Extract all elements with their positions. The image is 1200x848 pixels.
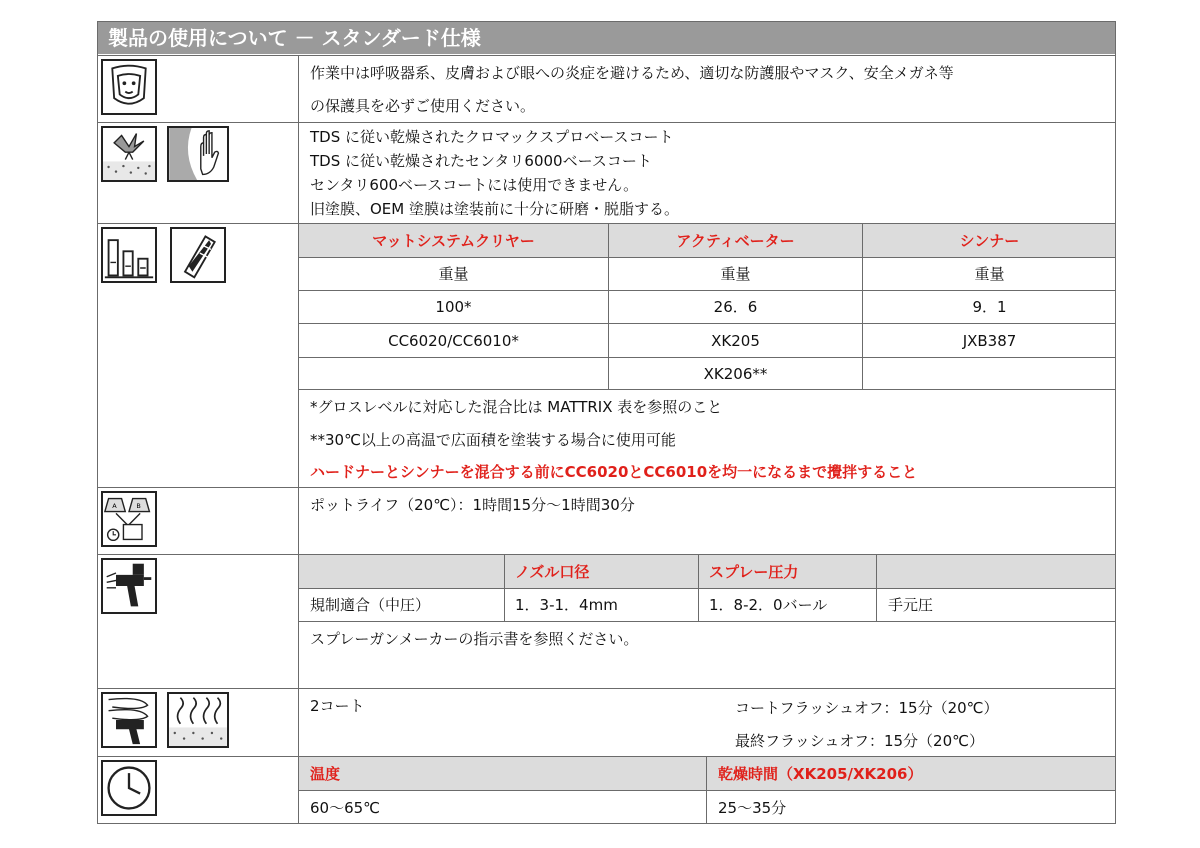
pot-life-text: ポットライフ（20℃）：1時間15分～1時間30分	[310, 496, 635, 514]
spray-gun-icon	[101, 558, 157, 614]
mixing-product: JXB387	[962, 332, 1017, 350]
measuring-cups-icon	[101, 227, 157, 283]
mixing-unit: 重量	[974, 265, 1005, 283]
mixing-warning: ハードナーとシンナーを混合する前にCC6020とCC6010を均一になるまで攪拌すること	[310, 463, 918, 481]
final-flash-off-text: 最終フラッシュオフ：15分（20℃）	[735, 732, 984, 750]
substrate-line: センタリ600ベースコートには使用できません。	[310, 176, 639, 194]
spray-cell: 手元圧	[888, 596, 934, 614]
drying-time-value: 25～35分	[718, 799, 787, 817]
mixing-stick-icon	[170, 227, 226, 283]
mixing-product: CC6020/CC6010*	[388, 332, 519, 350]
spray-col-header: ノズル口径	[515, 563, 590, 581]
safety-line-1: 作業中は呼吸器系、皮膚および眼への炎症を避けるため、適切な防護服やマスク、安全メガネ等	[310, 64, 954, 82]
flash-off-text: コートフラッシュオフ：15分（20℃）	[735, 699, 999, 717]
spray-cell: 規制適合（中圧）	[310, 596, 431, 614]
mixing-ratio: 100*	[435, 298, 472, 316]
drying-temp-value: 60～65℃	[310, 799, 381, 817]
mixing-ratio: 26．6	[713, 298, 758, 316]
flash-off-icon	[167, 692, 229, 748]
drying-time-label: 乾燥時間（XK205/XK206）	[718, 765, 923, 783]
pot-life-clock-icon	[101, 491, 157, 547]
spray-cell: 1．8-2．0バール	[709, 596, 828, 614]
mixing-unit: 重量	[720, 265, 751, 283]
safety-line-2: の保護具を必ずご使用ください。	[310, 97, 536, 115]
spray-header-band	[299, 555, 1115, 588]
mixing-product: XK205	[711, 332, 760, 350]
substrate-line: TDS に従い乾燥されたセンタリ6000ベースコート	[310, 152, 652, 170]
spray-col-header: スプレー圧力	[709, 563, 799, 581]
svg-text:A: A	[112, 501, 117, 510]
mixing-note: **30℃以上の高温で広面積を塗装する場合に使用可能	[310, 431, 676, 449]
drying-temp-label: 温度	[310, 765, 341, 783]
drying-header-band	[299, 757, 1115, 790]
mixing-note: *グロスレベルに対応した混合比は MATTRIX 表を参照のこと	[310, 398, 723, 416]
spray-coats-icon	[101, 692, 157, 748]
spray-note: スプレーガンメーカーの指示書を参照ください。	[310, 630, 639, 648]
page-title: 製品の使用について － スタンダード仕様	[98, 22, 1115, 54]
svg-text:B: B	[136, 501, 141, 510]
mixing-ratio: 9．1	[972, 298, 1007, 316]
mixing-unit: 重量	[438, 265, 469, 283]
substrate-line: TDS に従い乾燥されたクロマックスプロベースコート	[310, 128, 674, 146]
mixing-col-header: シンナー	[959, 232, 1020, 250]
mixing-extra: XK206**	[703, 365, 768, 383]
face-shield-icon	[101, 59, 157, 115]
clock-icon	[101, 760, 157, 816]
mixing-col-header: アクティベーター	[676, 232, 795, 250]
mixing-col-header: マットシステムクリヤー	[372, 232, 535, 250]
substrate-line: 旧塗膜、OEM 塗膜は塗装前に十分に研磨・脱脂する。	[310, 200, 679, 218]
spray-cell: 1．3-1．4mm	[515, 596, 618, 614]
sanding-surface-icon	[101, 126, 157, 182]
glove-clean-icon	[167, 126, 229, 182]
coats-text: 2コート	[310, 697, 365, 715]
